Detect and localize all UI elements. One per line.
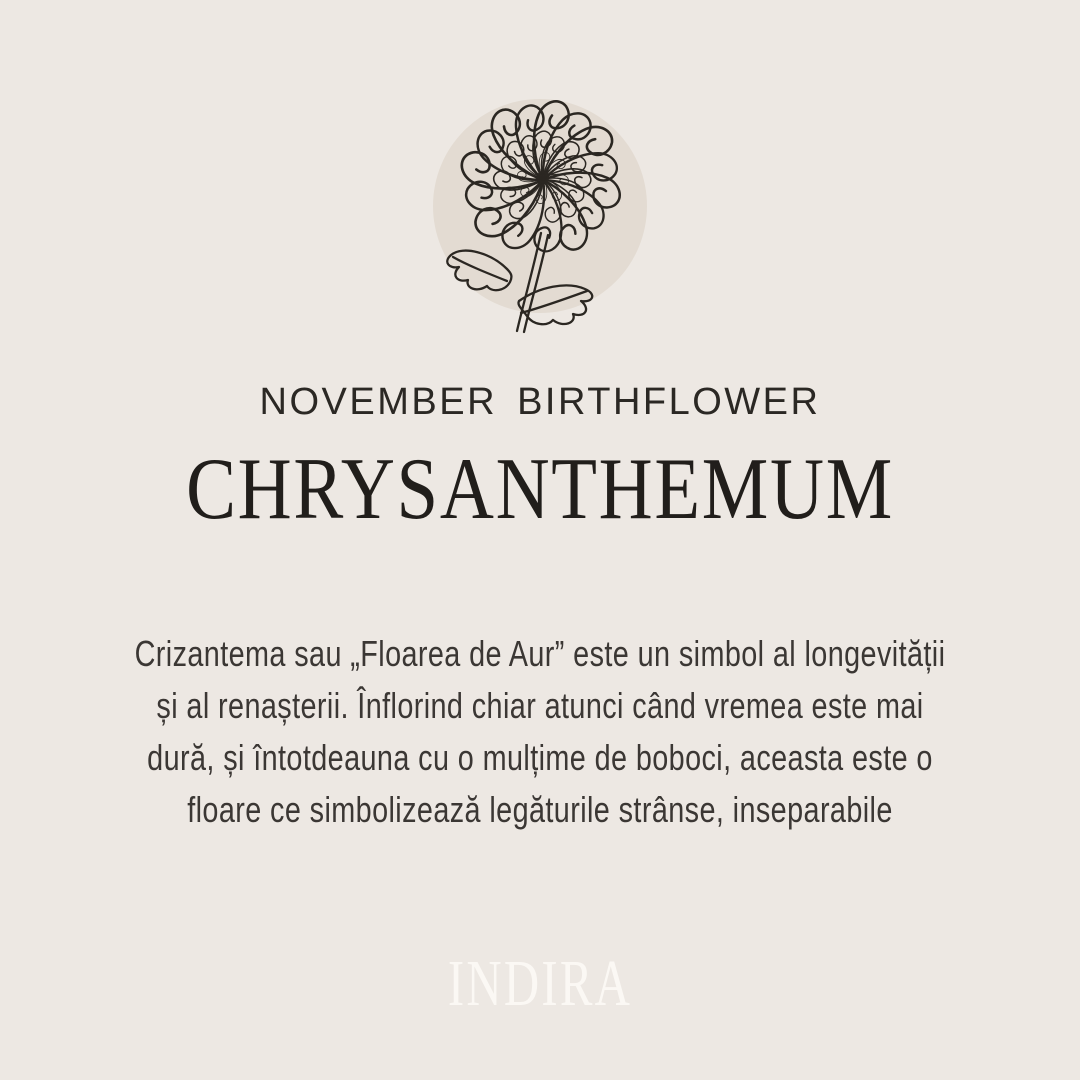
eyebrow-november-birthflower: NOVEMBER BIRTHFLOWER (259, 381, 821, 423)
description-line: dură, și întotdeauna cu o mulțime de boboci, aceasta este o (147, 737, 933, 778)
description-line: și al renașterii. Înflorind chiar atunci când vremea este mai (156, 685, 924, 726)
description-line: floare ce simbolizează legăturile strânse, inseparabile (187, 789, 893, 830)
brand-logo-indira: INDIRA (447, 947, 633, 1020)
description-line: Crizantema sau „Floarea de Aur” este un simbol al longevității (134, 633, 946, 674)
page-title-chrysanthemum: CHRYSANTHEMUM (186, 441, 894, 538)
description-paragraph (108, 628, 972, 836)
chrysanthemum-illustration (415, 85, 665, 345)
